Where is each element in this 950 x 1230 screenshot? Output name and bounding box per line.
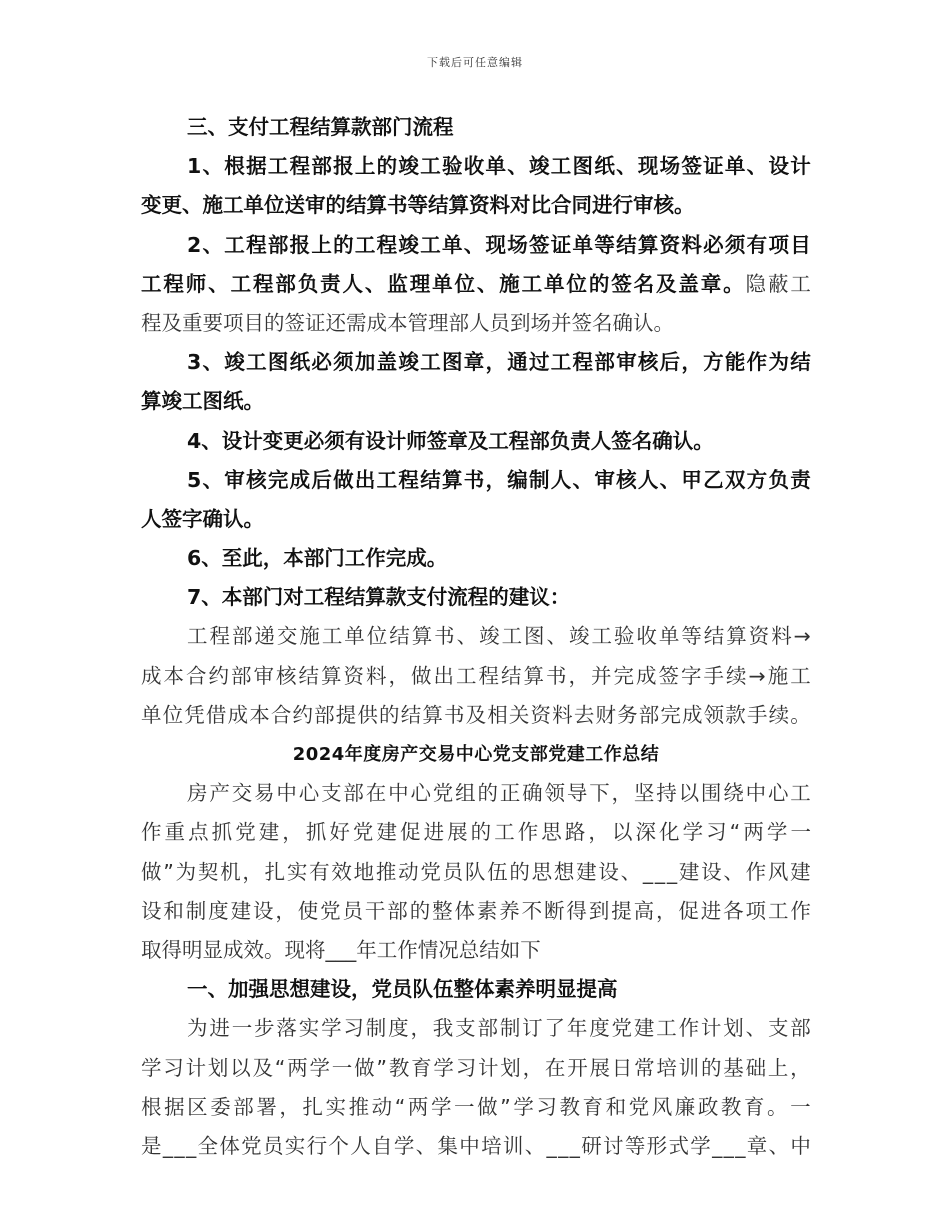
text-line: 为 进 一 步 落 实 学 习 制 度 ， 我 支 部 制 订 了 年 度 党 建 工 作 计 划 、 支 部	[187, 1016, 811, 1041]
text-line: 三、支付工程结算款部门流程	[187, 115, 454, 139]
text-line: 作 重 点 抓 党 建 ， 抓 好 党 建 促 进 展 的 工 作 思 路 ， 以 深 化 学 习 “ 两 学 一	[141, 820, 811, 845]
text-line: 人签字确认。	[141, 506, 264, 531]
text-line: 一、加强思想建设，党员队伍整体素养明显提高	[187, 977, 618, 1002]
text-line: 单 位 凭 借 成 本 合 约 部 提 供 的 结 算 书 及 相 关 资 料 去 财 务 部 完 成 领 款 手 续 。	[141, 702, 811, 727]
text-line: 根 据 区 委 部 署 ， 扎 实 推 动 “ 两 学 一 做 ” 学 习 教 育 和 党 风 廉 政 教 育 。 一	[141, 1094, 811, 1119]
section-title: 2024年度房产交易中心党支部党建工作总结	[292, 744, 660, 765]
text-line: 房 产 交 易 中 心 支 部 在 中 心 党 组 的 正 确 领 导 下 ， 坚 持 以 围 绕 中 心 工	[187, 781, 811, 806]
text-line: 4、设计变更必须有设计师签章及工程部负责人签名确认。	[187, 428, 714, 453]
text-line: 2 、 工 程 部 报 上 的 工 程 竣 工 单 、 现 场 签 证 单 等 结 算 资 料 必 须 有 项 目	[187, 232, 811, 257]
text-line: 3 、 竣 工 图 纸 必 须 加 盖 竣 工 图 章 ， 通 过 工 程 部 审 核 后 ， 方 能 作 为 结	[187, 350, 811, 375]
text-line: 1 、 根 据 工 程 部 报 上 的 竣 工 验 收 单 、 竣 工 图 纸 、 现 场 签 证 单 、 设 计	[187, 154, 811, 179]
document-body	[141, 108, 811, 1166]
text-line: 6、至此，本部门工作完成。	[187, 546, 448, 571]
text-line: 7、本部门对工程结算款支付流程的建议：	[187, 585, 571, 610]
text-line: 变更、施工单位送审的结算书等结算资料对比合同进行审核。	[141, 193, 695, 218]
text-line: 工 程 部 递 交 施 工 单 位 结 算 书 、 竣 工 图 、 竣 工 验 收 单 等 结 算 资 料 →	[187, 624, 811, 649]
text-line: 是 _ _ _ 全 体 党 员 实 行 个 人 自 学 、 集 中 培 训 、 _ _ _ 研 讨 等 形 式 学 _ _ _ 章 、 中	[141, 1133, 811, 1158]
text-line: 成 本 合 约 部 审 核 结 算 资 料 ， 做 出 工 程 结 算 书 ， 并 完 成 签 字 手 续 → 施 工	[141, 663, 811, 688]
text-line: 工 程 师 、 工 程 部 负 责 人 、 监 理 单 位 、 施 工 单 位 的 签 名 及 盖 章 。 隐 蔽 工	[141, 271, 811, 296]
text-line: 5 、 审 核 完 成 后 做 出 工 程 结 算 书 ， 编 制 人 、 审 核 人 、 甲 乙 双 方 负 责	[187, 467, 811, 492]
text-line: 取得明显成效。现将___年工作情况总结如下	[141, 937, 541, 962]
text-line: 做 ” 为 契 机 ， 扎 实 有 效 地 推 动 党 员 队 伍 的 思 想 建 设 、 _ _ _ 建 设 、 作 风 建	[141, 859, 811, 884]
page-header-note: 下载后可任意编辑	[427, 56, 523, 69]
text-line: 算竣工图纸。	[141, 389, 264, 414]
text-line: 程及重要项目的签证还需成本管理部人员到场并签名确认。	[141, 310, 674, 335]
text-line: 设 和 制 度 建 设 ， 使 党 员 干 部 的 整 体 素 养 不 断 得 到 提 高 ， 促 进 各 项 工 作	[141, 898, 811, 923]
text-line: 学 习 计 划 以 及 “ 两 学 一 做 ” 教 育 学 习 计 划 ， 在 开 展 日 常 培 训 的 基 础 上 ，	[141, 1055, 811, 1080]
